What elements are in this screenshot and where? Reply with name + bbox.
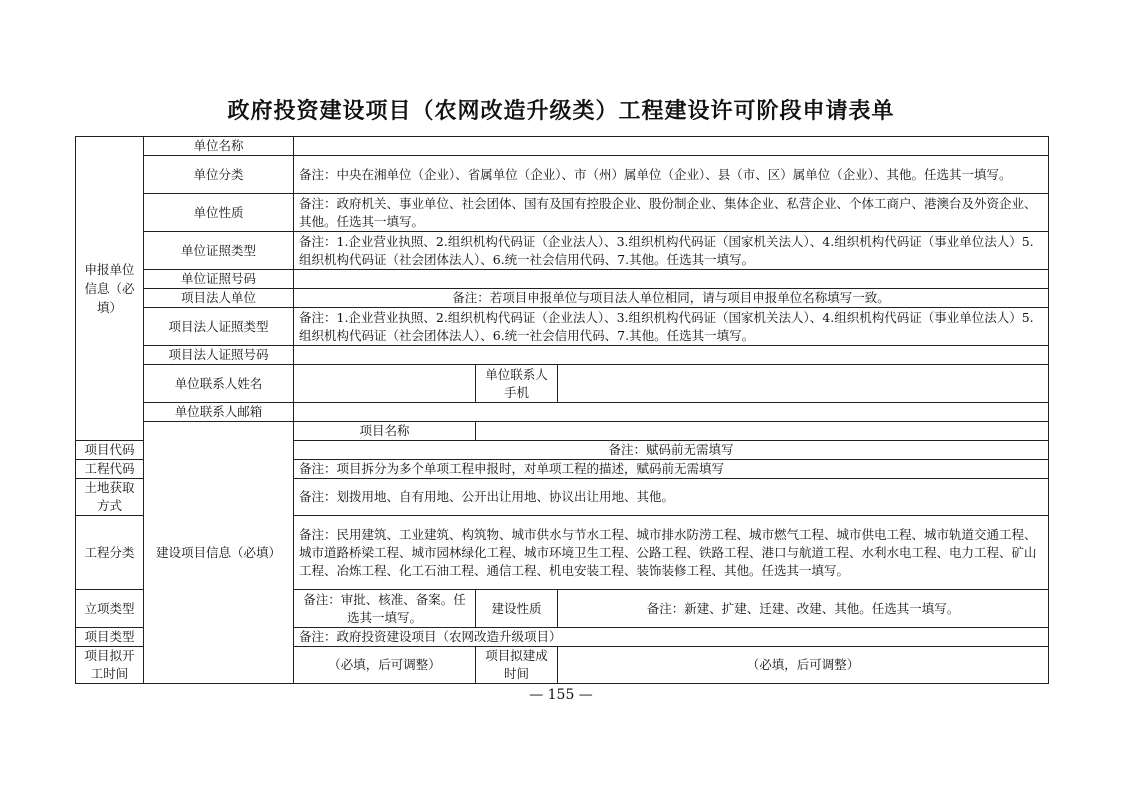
project-name-field[interactable]	[476, 422, 1049, 441]
unit-nature-label: 单位性质	[144, 194, 294, 232]
legal-cert-no-label: 项目法人证照号码	[144, 346, 294, 365]
contact-phone-field[interactable]	[558, 365, 1049, 403]
section-applicant-info-label: 申报单位信息（必填）	[76, 137, 144, 441]
project-name-label: 项目名称	[294, 422, 476, 441]
contact-phone-label: 单位联系人手机	[476, 365, 558, 403]
row-unit-cert-no	[76, 270, 1049, 289]
unit-cert-no-field[interactable]	[294, 270, 1049, 289]
land-method-field[interactable]: 备注：划拨用地、自有用地、公开出让用地、协议出让用地、其他。	[294, 479, 1049, 516]
row-contact-email	[76, 403, 1049, 422]
unit-cert-type-field[interactable]: 备注：1.企业营业执照、2.组织机构代码证（企业法人）、3.组织机构代码证（国家机关法人）、4.组织机构代码证（事业单位法人）5.组织机构代码证（社会团体法人）、6.统一社会信用代码、7.其他。任选其一填写。	[294, 232, 1049, 270]
legal-unit-label: 项目法人单位	[144, 289, 294, 308]
unit-nature-field[interactable]: 备注：政府机关、事业单位、社会团体、国有及国有控股企业、股份制企业、集体企业、私营企业、个体工商户、港澳台及外资企业、其他。任选其一填写。	[294, 194, 1049, 232]
row-legal-unit	[76, 289, 1049, 308]
row-unit-cert-type	[76, 232, 1049, 270]
construction-nature-label: 建设性质	[476, 590, 558, 628]
unit-cert-no-label: 单位证照号码	[144, 270, 294, 289]
contact-name-field[interactable]	[294, 365, 476, 403]
legal-unit-field[interactable]: 备注：若项目申报单位与项目法人单位相同，请与项目申报单位名称填写一致。	[294, 289, 1049, 308]
approval-type-field[interactable]: 备注：审批、核准、备案。任选其一填写。	[294, 590, 476, 628]
completion-time-label: 项目拟建成时间	[476, 647, 558, 684]
engineering-category-label: 工程分类	[76, 516, 144, 590]
project-type-field[interactable]: 备注：政府投资建设项目（农网改造升级项目）	[294, 628, 1049, 647]
unit-category-field[interactable]: 备注：中央在湘单位（企业）、省属单位（企业）、市（州）属单位（企业）、县（市、区）属单位（企业）、其他。任选其一填写。	[294, 156, 1049, 194]
contact-email-label: 单位联系人邮箱	[144, 403, 294, 422]
start-time-label: 项目拟开工时间	[76, 647, 144, 684]
row-legal-cert-type	[76, 308, 1049, 346]
engineering-category-field[interactable]: 备注：民用建筑、工业建筑、构筑物、城市供水与节水工程、城市排水防涝工程、城市燃气工程、城市供电工程、城市轨道交通工程、城市道路桥梁工程、城市园林绿化工程、城市环境卫生工程、公路工程、铁路工程、港口与航道工程、水利水电工程、电力工程、矿山工程、冶炼工程、化工石油工程、通信工程、机电安装工程、装饰装修工程、其他。任选其一填写。	[294, 516, 1049, 590]
construction-nature-field[interactable]: 备注：新建、扩建、迁建、改建、其他。任选其一填写。	[558, 590, 1049, 628]
engineering-code-label: 工程代码	[76, 460, 144, 479]
engineering-code-field[interactable]: 备注：项目拆分为多个单项工程申报时，对单项工程的描述，赋码前无需填写	[294, 460, 1049, 479]
row-legal-cert-no	[76, 346, 1049, 365]
legal-cert-no-field[interactable]	[294, 346, 1049, 365]
page-number: — 155 —	[529, 687, 593, 703]
row-unit-category	[76, 156, 1049, 194]
legal-cert-type-field[interactable]: 备注：1.企业营业执照、2.组织机构代码证（企业法人）、3.组织机构代码证（国家机关法人）、4.组织机构代码证（事业单位法人）5.组织机构代码证（社会团体法人）、6.统一社会信用代码、7.其他。任选其一填写。	[294, 308, 1049, 346]
row-contact	[76, 365, 1049, 403]
unit-category-label: 单位分类	[144, 156, 294, 194]
unit-name-field[interactable]	[294, 137, 1049, 156]
project-code-field[interactable]: 备注：赋码前无需填写	[294, 441, 1049, 460]
contact-name-label: 单位联系人姓名	[144, 365, 294, 403]
unit-name-label: 单位名称	[144, 137, 294, 156]
start-time-field[interactable]: （必填，后可调整）	[294, 647, 476, 684]
legal-cert-type-label: 项目法人证照类型	[144, 308, 294, 346]
contact-email-field[interactable]	[294, 403, 1049, 422]
section-project-info-label: 建设项目信息（必填）	[144, 422, 294, 684]
row-unit-name	[76, 137, 1049, 156]
unit-cert-type-label: 单位证照类型	[144, 232, 294, 270]
project-type-label: 项目类型	[76, 628, 144, 647]
land-method-label: 土地获取方式	[76, 479, 144, 516]
project-code-label: 项目代码	[76, 441, 144, 460]
row-project-name	[76, 422, 1049, 441]
document-title: 政府投资建设项目（农网改造升级类）工程建设许可阶段申请表单	[227, 98, 895, 124]
approval-type-label: 立项类型	[76, 590, 144, 628]
completion-time-field[interactable]: （必填，后可调整）	[558, 647, 1049, 684]
row-unit-nature	[76, 194, 1049, 232]
application-form-table	[75, 136, 1049, 684]
